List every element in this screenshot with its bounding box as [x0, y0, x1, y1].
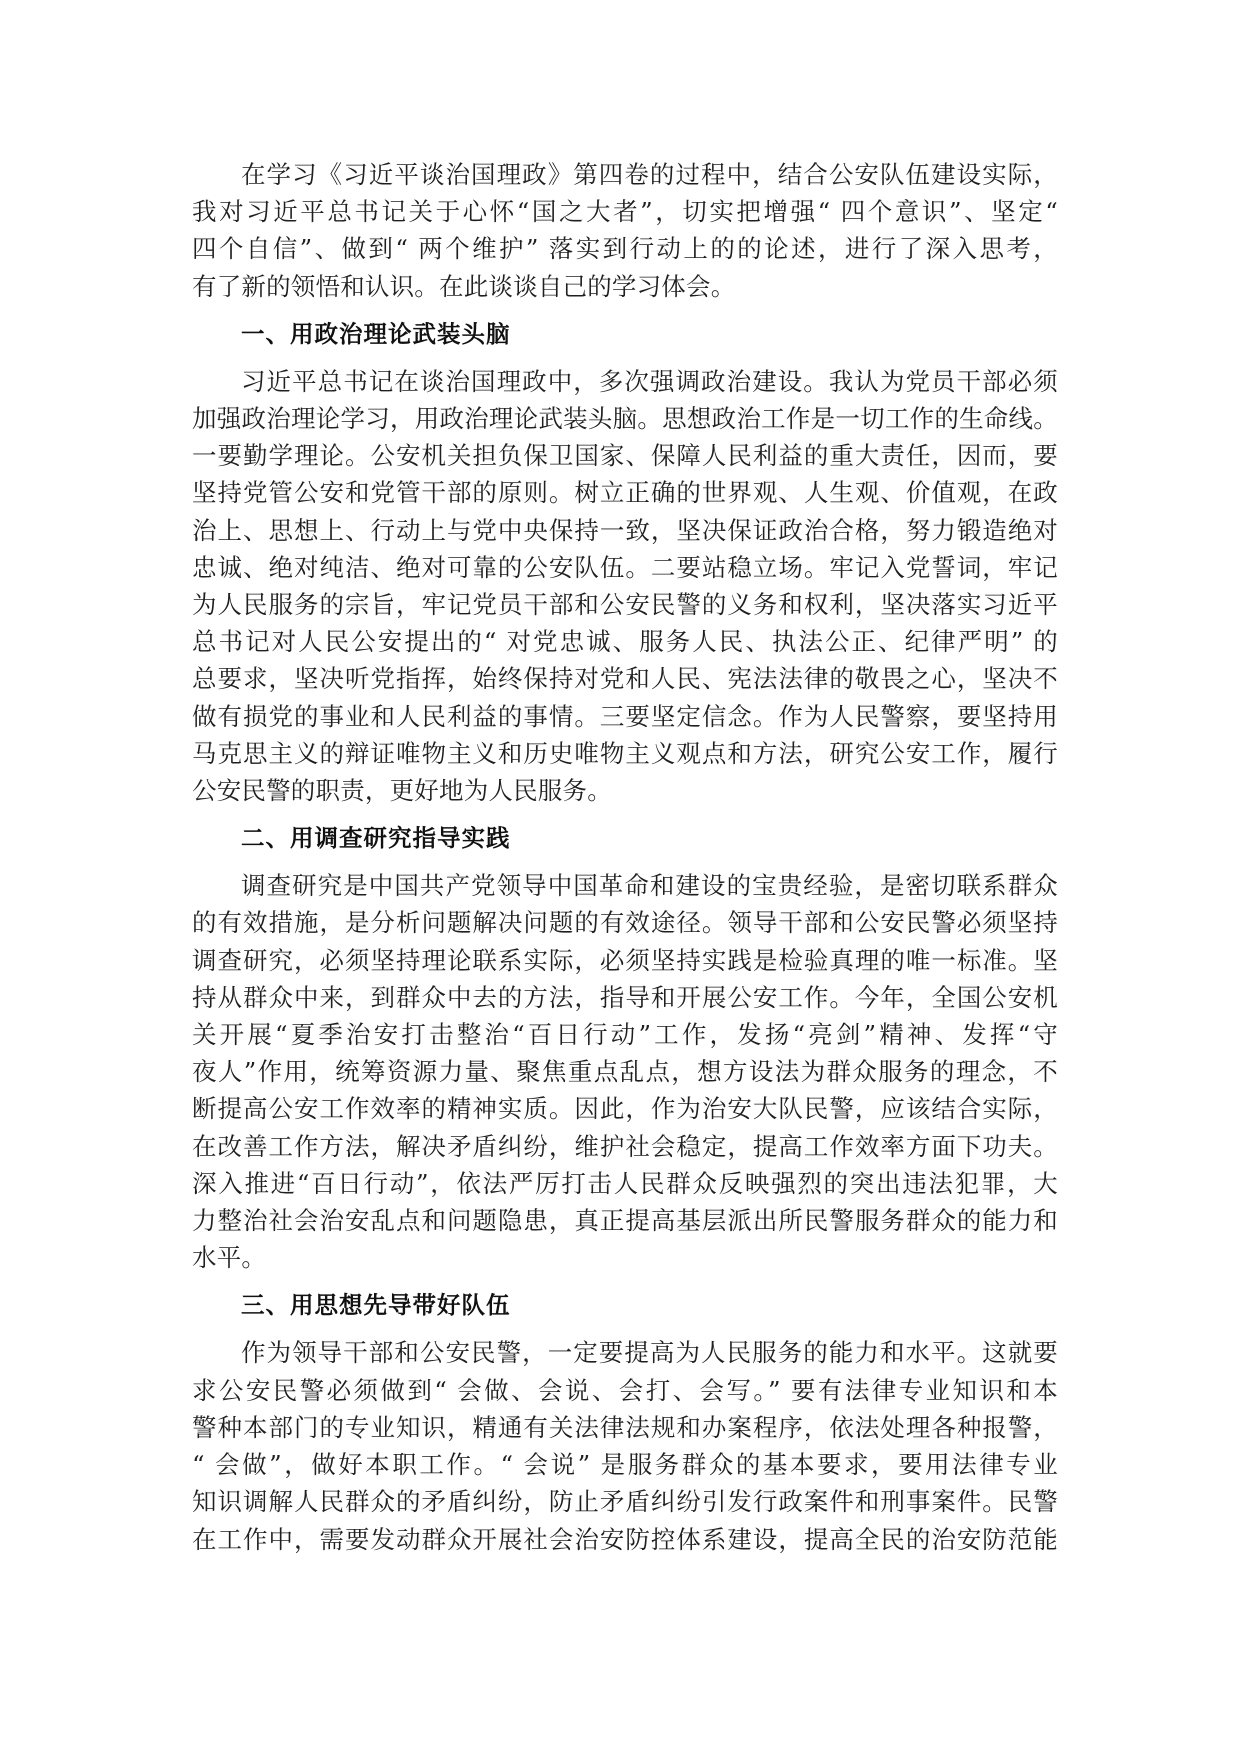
section-paragraph — [192, 1334, 1058, 1557]
text-line: 的有效措施，是分析问题解决问题的有效途径。领导干部和公安民警必须坚持 — [192, 908, 1058, 938]
text-line: 我对习近平总书记关于心怀“国之大者”，切实把增强“ 四个意识”、坚定“ — [192, 197, 1058, 227]
section-paragraph — [192, 363, 1058, 809]
text-line: 水平。 — [192, 1243, 267, 1273]
text-line: “ 会做”，做好本职工作。“ 会说” 是服务群众的基本要求，要用法律专业 — [192, 1450, 1058, 1480]
document-page — [192, 156, 1058, 1568]
text-line: 治上、思想上、行动上与党中央保持一致，坚决保证政治合格，努力锻造绝对 — [192, 515, 1058, 545]
text-line: 四个自信”、做到“ 两个维护” 落实到行动上的的论述，进行了深入思考， — [192, 234, 1058, 264]
text-line: 在工作中，需要发动群众开展社会治安防控体系建设，提高全民的治安防范能 — [192, 1524, 1058, 1554]
text-line: 在改善工作方法，解决矛盾纠纷，维护社会稳定，提高工作效率方面下功夫。 — [192, 1131, 1058, 1161]
text-line: 警种本部门的专业知识，精通有关法律法规和办案程序，依法处理各种报警， — [192, 1412, 1058, 1442]
text-line: 马克思主义的辩证唯物主义和历史唯物主义观点和方法，研究公安工作，履行 — [192, 738, 1058, 768]
intro-paragraph — [192, 156, 1058, 305]
text-line: 知识调解人民群众的矛盾纠纷，防止矛盾纠纷引发行政案件和刑事案件。民警 — [192, 1487, 1058, 1517]
text-line: 关开展“夏季治安打击整治“百日行动”工作，发扬“亮剑”精神、发挥“守 — [192, 1020, 1058, 1050]
section-paragraph — [192, 867, 1058, 1276]
text-line: 为人民服务的宗旨，牢记党员干部和公安民警的义务和权利，坚决落实习近平 — [192, 590, 1058, 620]
text-line: 调查研究，必须坚持理论联系实际，必须坚持实践是检验真理的唯一标准。坚 — [192, 945, 1058, 975]
section-heading: 一、用政治理论武装头脑 — [241, 319, 511, 348]
text-line: 在学习《习近平谈治国理政》第四卷的过程中，结合公安队伍建设实际， — [241, 160, 1058, 189]
text-line: 夜人”作用，统筹资源力量、聚焦重点乱点，想方设法为群众服务的理念，不 — [192, 1057, 1058, 1087]
text-line: 忠诚、绝对纯洁、绝对可靠的公安队伍。二要站稳立场。牢记入党誓词，牢记 — [192, 552, 1058, 582]
text-line: 坚持党管公安和党管干部的原则。树立正确的世界观、人生观、价值观，在政 — [192, 478, 1058, 508]
text-line: 做有损党的事业和人民利益的事情。三要坚定信念。作为人民警察，要坚持用 — [192, 701, 1058, 731]
text-line: 断提高公安工作效率的精神实质。因此，作为治安大队民警，应该结合实际， — [192, 1094, 1058, 1124]
text-line: 有了新的领悟和认识。在此谈谈自己的学习体会。 — [192, 271, 736, 301]
section-heading: 二、用调查研究指导实践 — [241, 824, 511, 853]
text-line: 力整治社会治安乱点和问题隐患，真正提高基层派出所民警服务群众的能力和 — [192, 1206, 1058, 1236]
text-line: 总要求，坚决听党指挥，始终保持对党和人民、宪法法律的敬畏之心，坚决不 — [192, 664, 1058, 694]
text-line: 一要勤学理论。公安机关担负保卫国家、保障人民利益的重大责任，因而，要 — [192, 441, 1058, 471]
text-line: 求公安民警必须做到“ 会做、会说、会打、会写。” 要有法律专业知识和本 — [192, 1375, 1058, 1405]
text-line: 调查研究是中国共产党领导中国革命和建设的宝贵经验，是密切联系群众 — [241, 871, 1058, 901]
text-line: 公安民警的职责，更好地为人民服务。 — [192, 776, 612, 806]
text-line: 作为领导干部和公安民警，一定要提高为人民服务的能力和水平。这就要 — [241, 1338, 1058, 1368]
text-line: 习近平总书记在谈治国理政中，多次强调政治建设。我认为党员干部必须 — [241, 366, 1058, 396]
text-line: 持从群众中来，到群众中去的方法，指导和开展公安工作。今年，全国公安机 — [192, 982, 1058, 1012]
text-line: 总书记对人民公安提出的“ 对党忠诚、服务人民、执法公正、纪律严明” 的 — [192, 627, 1058, 657]
text-line: 深入推进“百日行动”，依法严厉打击人民群众反映强烈的突出违法犯罪，大 — [192, 1168, 1058, 1198]
text-line: 加强政治理论学习，用政治理论武装头脑。思想政治工作是一切工作的生命线。 — [192, 404, 1058, 434]
section-heading: 三、用思想先导带好队伍 — [241, 1291, 511, 1320]
